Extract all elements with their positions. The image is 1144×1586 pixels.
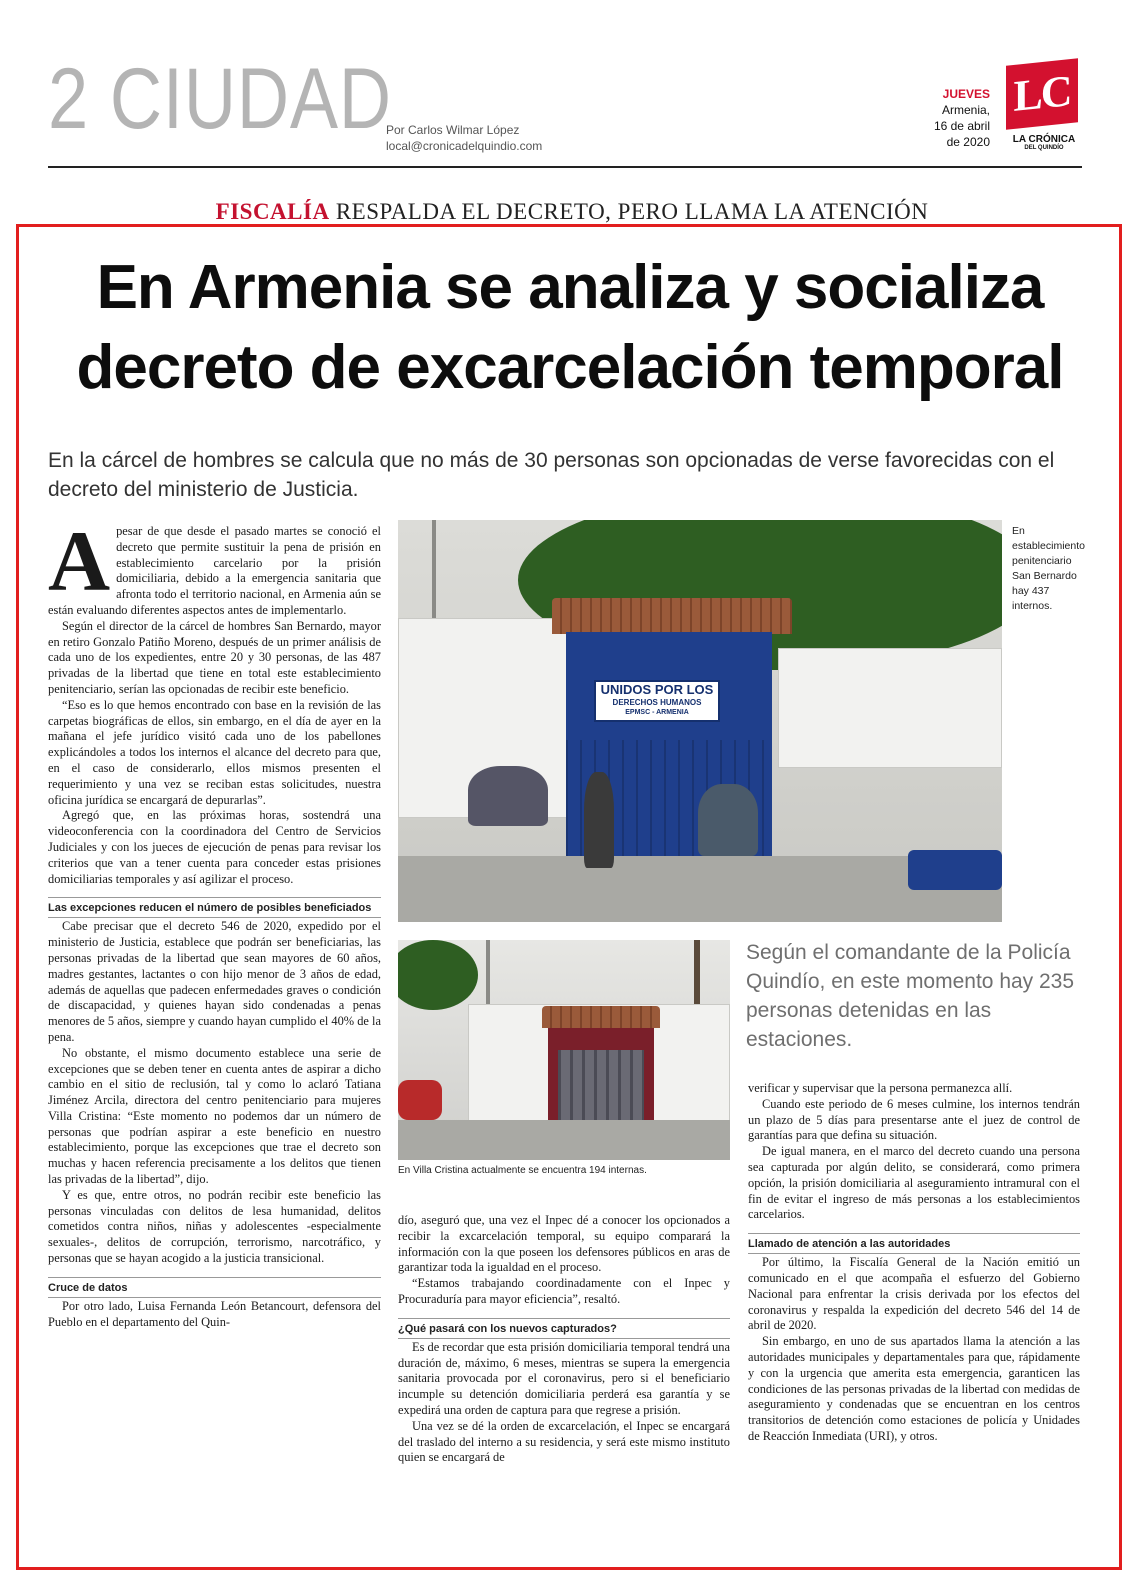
drop-cap: A bbox=[48, 513, 111, 609]
paragraph-7: Y es que, entre otros, no podrán recibir este beneficio las personas vinculadas con delitos de lesa humanidad, delitos cometidos contra niños, niñas y adolescentes -especialmente sexuales-, delitos de corrupción, terrorismo, narcotráfico, y personas que se hayan acogido a la justicia transicional. bbox=[48, 1187, 381, 1266]
paragraph-16: Por último, la Fiscalía General de la Nación emitió un comunicado en el que acompaña el esfuerzo del Gobierno Nacional para enfrentar la crisis derivada por los efectos del coronavirus y respalda la expedición del decreto 546 del 14 de abril de 2020. bbox=[748, 1255, 1080, 1333]
paragraph-2: Según el director de la cárcel de hombres San Bernardo, mayor en retiro Gonzalo Patiño Moreno, después de un primer análisis de cada uno de los expedientes, entre 20 y 30 personas, de las 487 privadas de la libertad que tiene en total este establecimiento penitenciario, serían las opcionadas de recibir este beneficio. bbox=[48, 618, 381, 696]
headline-line-1: En Armenia se analiza y socializa bbox=[96, 253, 1044, 322]
photo2-ground bbox=[398, 1120, 730, 1160]
section-title: 2 CIUDAD bbox=[48, 51, 392, 147]
paragraph-5: Cabe precisar que el decreto 546 de 2020, expedido por el ministerio de Justicia, establece que podrán ser beneficiarias, las personas privadas de la libertad que sean mayores de 60 años, madres gestantes, lactantes o con hijo menor de 3 años de edad, además de aquellas que padecen enfermedades graves o condición de discapacidad, y quienes hayan sido condenadas a penas menores de 5 años, siempre y cuando hayan cumplido el 40% de la pena. bbox=[48, 919, 381, 1044]
photo-villa-cristina bbox=[398, 940, 730, 1160]
dateline-place: Armenia, bbox=[941, 103, 990, 117]
photo-caption-villa-cristina: En Villa Cristina actualmente se encuentra 194 internas. bbox=[398, 1165, 647, 1176]
paragraph-1 bbox=[48, 513, 381, 619]
photo-wall-right bbox=[778, 648, 1002, 768]
gate-sign-line-2: DERECHOS HUMANOS bbox=[612, 698, 702, 707]
photo-pole bbox=[432, 520, 436, 630]
gate-sign-line-3: EPMSC - ARMENIA bbox=[625, 709, 689, 716]
pull-quote: Según el comandante de la Policía Quindío, en este momento hay 235 personas detenidas en las estaciones. bbox=[746, 941, 1075, 1051]
photo-san-bernardo bbox=[398, 520, 1002, 922]
subhead-data-cross: Cruce de datos bbox=[48, 1277, 381, 1295]
column-3 bbox=[748, 1081, 1080, 1445]
masthead-rule bbox=[48, 166, 1082, 168]
paragraph-13: verificar y supervisar que la persona permanezca allí. bbox=[748, 1081, 1013, 1095]
kicker-highlight: FISCALÍA bbox=[215, 199, 330, 224]
paragraph-11: Es de recordar que esta prisión domiciliaria temporal tendrá una duración de, máximo, 6 meses, mientras se supera la emergencia sanitaria provocada por el coronavirus, pero si el beneficiario incumple su detención domiciliaria perderá esa garantía y se expedirá una orden de captura para que regrese a prisión. bbox=[398, 1339, 730, 1417]
photo-gate-sign bbox=[594, 680, 720, 722]
photo2-tree bbox=[398, 940, 478, 1010]
photo2-car bbox=[398, 1080, 442, 1120]
photo2-roof bbox=[542, 1006, 660, 1028]
column-1 bbox=[48, 513, 381, 1330]
headline bbox=[40, 248, 1100, 408]
paragraph-14: Cuando este periodo de 6 meses culmine, los internos tendrán un plazo de 5 días para presentarse ante el juez de control de garantías para que defina su situación. bbox=[748, 1096, 1080, 1143]
paragraph-4: Agregó que, en las próximas horas, sostendrá una videoconferencia con la coordinadora del Centro de Servicios Judiciales y con los jueces de ejecución de penas para revisar los criterios que van a tener cuenta para conceder estas prisiones domiciliarias temporales y así agilizar el proceso. bbox=[48, 808, 381, 886]
paragraph-8: Por otro lado, Luisa Fernanda León Betancourt, defensora del Pueblo en el departamento del Quin- bbox=[48, 1298, 381, 1329]
kicker bbox=[0, 199, 1144, 225]
paragraph-1-text: pesar de que desde el pasado martes se conoció el decreto que permite sustituir la pena de prisión en establecimiento carcelario por la prisión domiciliaria, debido a la emergencia sanitaria que afronta todo el territorio nacional, en Armenia aún se están evaluando diferentes aspectos antes de implementarlo. bbox=[48, 524, 381, 617]
gate-sign-line-1: UNIDOS POR LOS bbox=[600, 682, 714, 697]
photo2-gate-bars bbox=[558, 1050, 644, 1126]
photo-roof bbox=[552, 598, 792, 634]
photo-caption-san-bernardo: En establecimiento penitenciario San Bernardo hay 437 internos. bbox=[1012, 525, 1085, 612]
paragraph-3: “Eso es lo que hemos encontrado con base en la revisión de las carpetas biográficas de ellos, sin embargo, en el día de ayer en la mañana el jefe jurídico visitó cada uno de los pabellones explicándoles a todos los internos el alcance del decreto para que, en el caso de considerarlo, ellos mismos presenten el requerimiento y una vez se reciban estas solicitudes, nuestra oficina jurídica se encargará de depurarlas”. bbox=[48, 697, 381, 807]
paragraph-10: “Estamos trabajando coordinadamente con el Inpec y Procuraduría para mayor eficiencia”, resaltó. bbox=[398, 1276, 730, 1306]
logo-mark: LC bbox=[1006, 58, 1078, 130]
headline-line-2: decreto de excarcelación temporal bbox=[76, 333, 1064, 402]
dateline-date-2: de 2020 bbox=[946, 135, 990, 149]
subhead-exceptions: Las excepciones reducen el número de posibles beneficiados bbox=[48, 897, 381, 915]
paragraph-6: No obstante, el mismo documento establece una serie de excepciones que se deben tener en cuenta antes de aspirar a dicho cambio en el sitio de reclusión, tal y como lo aclaró Tatiana Jiménez Arcila, directora del centro penitenciario para mujeres Villa Cristina: “Este momento no podemos dar un número de personas que podrían aspirar a este beneficio en nuestro establecimiento, porque las excepciones que trae el decreto son muchas y hacen referencia precisamente a los delitos que tienen las privadas de la libertad”, dijo. bbox=[48, 1045, 381, 1187]
photo-crowd bbox=[698, 784, 758, 856]
byline bbox=[386, 122, 542, 154]
newspaper-logo bbox=[1006, 62, 1082, 152]
subhead-authorities: Llamado de atención a las autoridades bbox=[748, 1233, 1080, 1251]
logo-brand-sub: DEL QUINDÍO bbox=[1024, 145, 1064, 151]
byline-author: Por Carlos Wilmar López bbox=[386, 123, 520, 137]
photo-person bbox=[584, 772, 614, 868]
photo-crowd-left bbox=[468, 766, 548, 826]
kicker-text: RESPALDA EL DECRETO, PERO LLAMA LA ATENCIÓN bbox=[335, 199, 929, 224]
subhead-new-captures: ¿Qué pasará con los nuevos capturados? bbox=[398, 1318, 730, 1336]
logo-brand-name: LA CRÓNICA bbox=[1012, 134, 1076, 145]
paragraph-15: De igual manera, en el marco del decreto cuando una persona sea capturada por algún delito, se considerará, como primera opción, la prisión domiciliaria al aseguramiento intramural con el fin de evitar el ingreso de más personas a los establecimientos carcelarios. bbox=[748, 1144, 1080, 1222]
logo-brand bbox=[1006, 134, 1082, 152]
dateline-day: JUEVES bbox=[942, 87, 990, 101]
photo-blue-barrels bbox=[908, 850, 1002, 890]
dateline bbox=[934, 86, 990, 150]
dateline-date-1: 16 de abril bbox=[933, 119, 990, 133]
deck: En la cárcel de hombres se calcula que no más de 30 personas son opcionadas de verse favorecidas con el decreto del ministerio de Justicia. bbox=[48, 449, 1055, 501]
paragraph-9: dío, aseguró que, una vez el Inpec dé a conocer los opcionados a recibir la excarcelación temporal, su equipo comparará la información con la que poseen los defensores públicos en aras de garantizar toda la igualdad en el proceso. bbox=[398, 1213, 730, 1275]
byline-email[interactable]: local@cronicadelquindio.com bbox=[386, 139, 543, 153]
paragraph-17: Sin embargo, en uno de sus apartados llama la atención a las autoridades municipales y departamentales para que, rápidamente y con la urgencia que amerita esta emergencia, garanticen las condiciones de las personas privadas de la libertad con medidas de aseguramiento y condenadas que se encuentran en los centros transitorios de detención como estaciones de policía y Unidades de Reacción Inmediata (URI), y otros. bbox=[748, 1334, 1080, 1443]
column-2 bbox=[398, 1213, 730, 1466]
paragraph-12: Una vez se dé la orden de excarcelación, el Inpec se encargará del traslado del interno a su residencia, y será este mismo instituto quien se encargará de bbox=[398, 1418, 730, 1465]
